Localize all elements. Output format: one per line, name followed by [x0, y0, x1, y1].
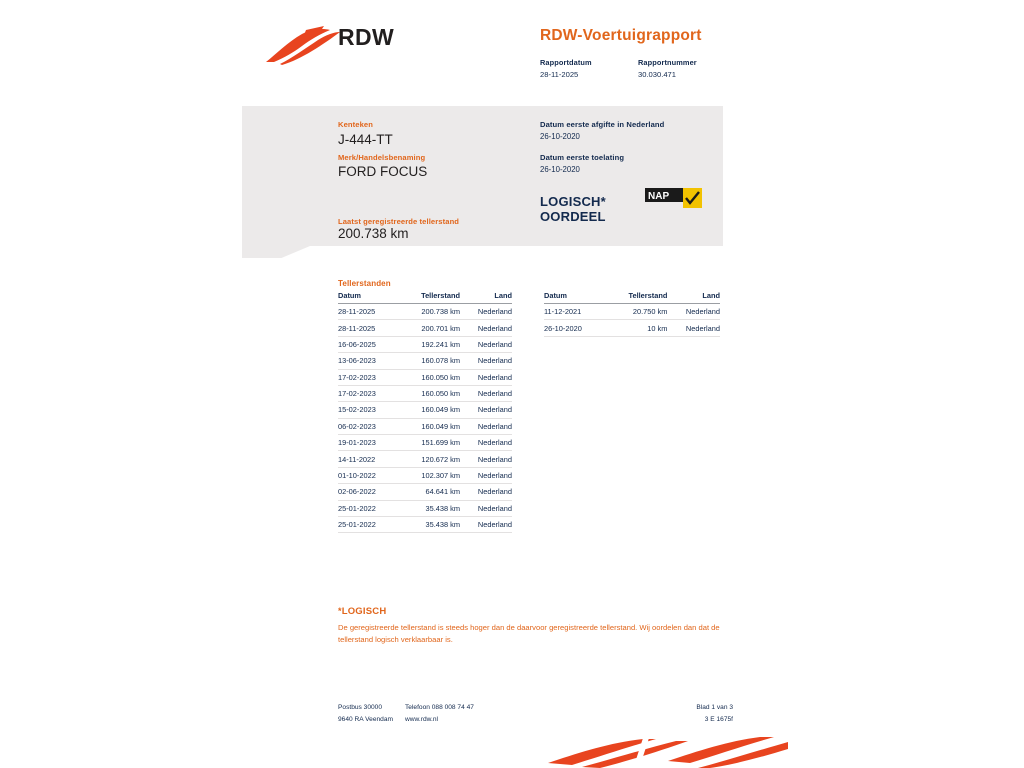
- footer-address-line-1: Postbus 30000: [338, 704, 382, 711]
- table-header-row: [338, 291, 512, 304]
- footer-website[interactable]: www.rdw.nl: [405, 716, 438, 723]
- cell-land: Nederland: [667, 320, 720, 336]
- report-number-label: Rapportnummer: [638, 58, 697, 67]
- footer-address-line-2: 9640 RA Veendam: [338, 716, 393, 723]
- report-date-value: 28-11-2025: [540, 70, 579, 79]
- eerste-toelating-value: 26-10-2020: [540, 165, 580, 174]
- kenteken-label: Kenteken: [338, 120, 373, 129]
- cell-land: Nederland: [460, 353, 512, 369]
- column-header-land: Land: [460, 291, 512, 304]
- cell-tellerstand: 151.699 km: [400, 435, 460, 451]
- table-row: [338, 336, 512, 352]
- eerste-afgifte-label: Datum eerste afgifte in Nederland: [540, 120, 665, 129]
- footnote-star: *: [338, 606, 342, 616]
- cell-datum: 11-12-2021: [544, 304, 607, 320]
- logisch-body: De geregistreerde tellerstand is steeds hoger dan de daarvoor geregistreerde tellerstand. Wij oordelen dan dat de tellerstand logisch verklaarbaar is.: [338, 623, 720, 644]
- cell-tellerstand: 160.049 km: [400, 402, 460, 418]
- cell-tellerstand: 10 km: [607, 320, 668, 336]
- cell-tellerstand: 160.050 km: [400, 385, 460, 401]
- footer-contact: [405, 702, 474, 726]
- table-row: [338, 516, 512, 532]
- cell-land: Nederland: [667, 304, 720, 320]
- verdict-line-2: OORDEEL: [540, 209, 606, 224]
- table-row: [338, 320, 512, 336]
- cell-datum: 28-11-2025: [338, 320, 400, 336]
- vehicle-summary-panel: [242, 106, 723, 246]
- cell-land: Nederland: [460, 385, 512, 401]
- cell-tellerstand: 102.307 km: [400, 467, 460, 483]
- table-row: [338, 500, 512, 516]
- cell-datum: 26-10-2020: [544, 320, 607, 336]
- page-title: RDW-Voertuigrapport: [540, 27, 702, 44]
- cell-tellerstand: 35.438 km: [400, 516, 460, 532]
- panel-notch: [242, 246, 310, 258]
- cell-datum: 06-02-2023: [338, 418, 400, 434]
- cell-land: Nederland: [460, 516, 512, 532]
- report-number: [638, 58, 716, 79]
- table-row: [338, 435, 512, 451]
- column-header-land: Land: [667, 291, 720, 304]
- cell-datum: 28-11-2025: [338, 304, 400, 320]
- table-row: [338, 484, 512, 500]
- table-row: [338, 402, 512, 418]
- cell-land: Nederland: [460, 369, 512, 385]
- table-row: [338, 451, 512, 467]
- cell-tellerstand: 200.701 km: [400, 320, 460, 336]
- table-row: [338, 304, 512, 320]
- cell-land: Nederland: [460, 451, 512, 467]
- footer-phone: Telefoon 088 008 74 47: [405, 704, 474, 711]
- page-indicator: Blad 1 van 3: [696, 704, 733, 711]
- tellerstanden-table-right: [544, 291, 720, 337]
- column-header-datum: Datum: [544, 291, 607, 304]
- cell-tellerstand: 20.750 km: [607, 304, 668, 320]
- cell-datum: 15-02-2023: [338, 402, 400, 418]
- table-row: [544, 304, 720, 320]
- cell-datum: 14-11-2022: [338, 451, 400, 467]
- logisch-heading-text: LOGISCH: [341, 606, 387, 617]
- svg-text:NAP: NAP: [648, 191, 670, 202]
- cell-datum: 17-02-2023: [338, 369, 400, 385]
- cell-land: Nederland: [460, 336, 512, 352]
- tellerstanden-table-left: [338, 291, 512, 533]
- cell-tellerstand: 64.641 km: [400, 484, 460, 500]
- cell-tellerstand: 192.241 km: [400, 336, 460, 352]
- cell-tellerstand: 200.738 km: [400, 304, 460, 320]
- eerste-afgifte-value: 26-10-2020: [540, 132, 580, 141]
- kenteken-value: J-444-TT: [338, 132, 393, 147]
- report-date-label: Rapportdatum: [540, 58, 592, 67]
- column-header-datum: Datum: [338, 291, 400, 304]
- tellerstand-label: Laatst geregistreerde tellerstand: [338, 217, 460, 226]
- footer-address: [338, 702, 393, 726]
- cell-land: Nederland: [460, 435, 512, 451]
- nap-keurmerk-icon: [645, 188, 702, 208]
- merk-value: FORD FOCUS: [338, 164, 428, 179]
- cell-datum: 02-06-2022: [338, 484, 400, 500]
- cell-land: Nederland: [460, 304, 512, 320]
- table-header-row: [544, 291, 720, 304]
- cell-tellerstand: 35.438 km: [400, 500, 460, 516]
- cell-datum: 25-01-2022: [338, 500, 400, 516]
- cell-tellerstand: 120.672 km: [400, 451, 460, 467]
- cell-tellerstand: 160.050 km: [400, 369, 460, 385]
- cell-datum: 01-10-2022: [338, 467, 400, 483]
- cell-land: Nederland: [460, 484, 512, 500]
- tellerstand-value: 200.738 km: [338, 226, 409, 241]
- cell-land: Nederland: [460, 402, 512, 418]
- cell-land: Nederland: [460, 500, 512, 516]
- form-code: 3 E 1675f: [704, 716, 733, 723]
- table-row: [338, 353, 512, 369]
- cell-land: Nederland: [460, 467, 512, 483]
- table-row: [338, 385, 512, 401]
- verdict-line-1: LOGISCH*: [540, 194, 606, 209]
- cell-tellerstand: 160.049 km: [400, 418, 460, 434]
- report-date: [540, 58, 618, 79]
- cell-land: Nederland: [460, 418, 512, 434]
- cell-tellerstand: 160.078 km: [400, 353, 460, 369]
- footer-pagination: [660, 702, 733, 726]
- logisch-heading: [338, 606, 386, 617]
- verdict-block: [540, 194, 606, 224]
- brand-name: RDW: [338, 24, 395, 50]
- table-row: [338, 418, 512, 434]
- table-row: [338, 467, 512, 483]
- cell-datum: 25-01-2022: [338, 516, 400, 532]
- report-meta: [540, 58, 716, 79]
- cell-datum: 13-06-2023: [338, 353, 400, 369]
- eerste-toelating-label: Datum eerste toelating: [540, 153, 625, 162]
- cell-datum: 16-06-2025: [338, 336, 400, 352]
- rdw-bottom-graphic-icon: [548, 735, 788, 768]
- table-row: [544, 320, 720, 336]
- table-row: [338, 369, 512, 385]
- cell-datum: 19-01-2023: [338, 435, 400, 451]
- cell-datum: 17-02-2023: [338, 385, 400, 401]
- cell-land: Nederland: [460, 320, 512, 336]
- column-header-tellerstand: Tellerstand: [400, 291, 460, 304]
- column-header-tellerstand: Tellerstand: [607, 291, 668, 304]
- merk-label: Merk/Handelsbenaming: [338, 153, 426, 162]
- report-number-value: 30.030.471: [638, 70, 677, 79]
- tellerstanden-title: Tellerstanden: [338, 279, 391, 288]
